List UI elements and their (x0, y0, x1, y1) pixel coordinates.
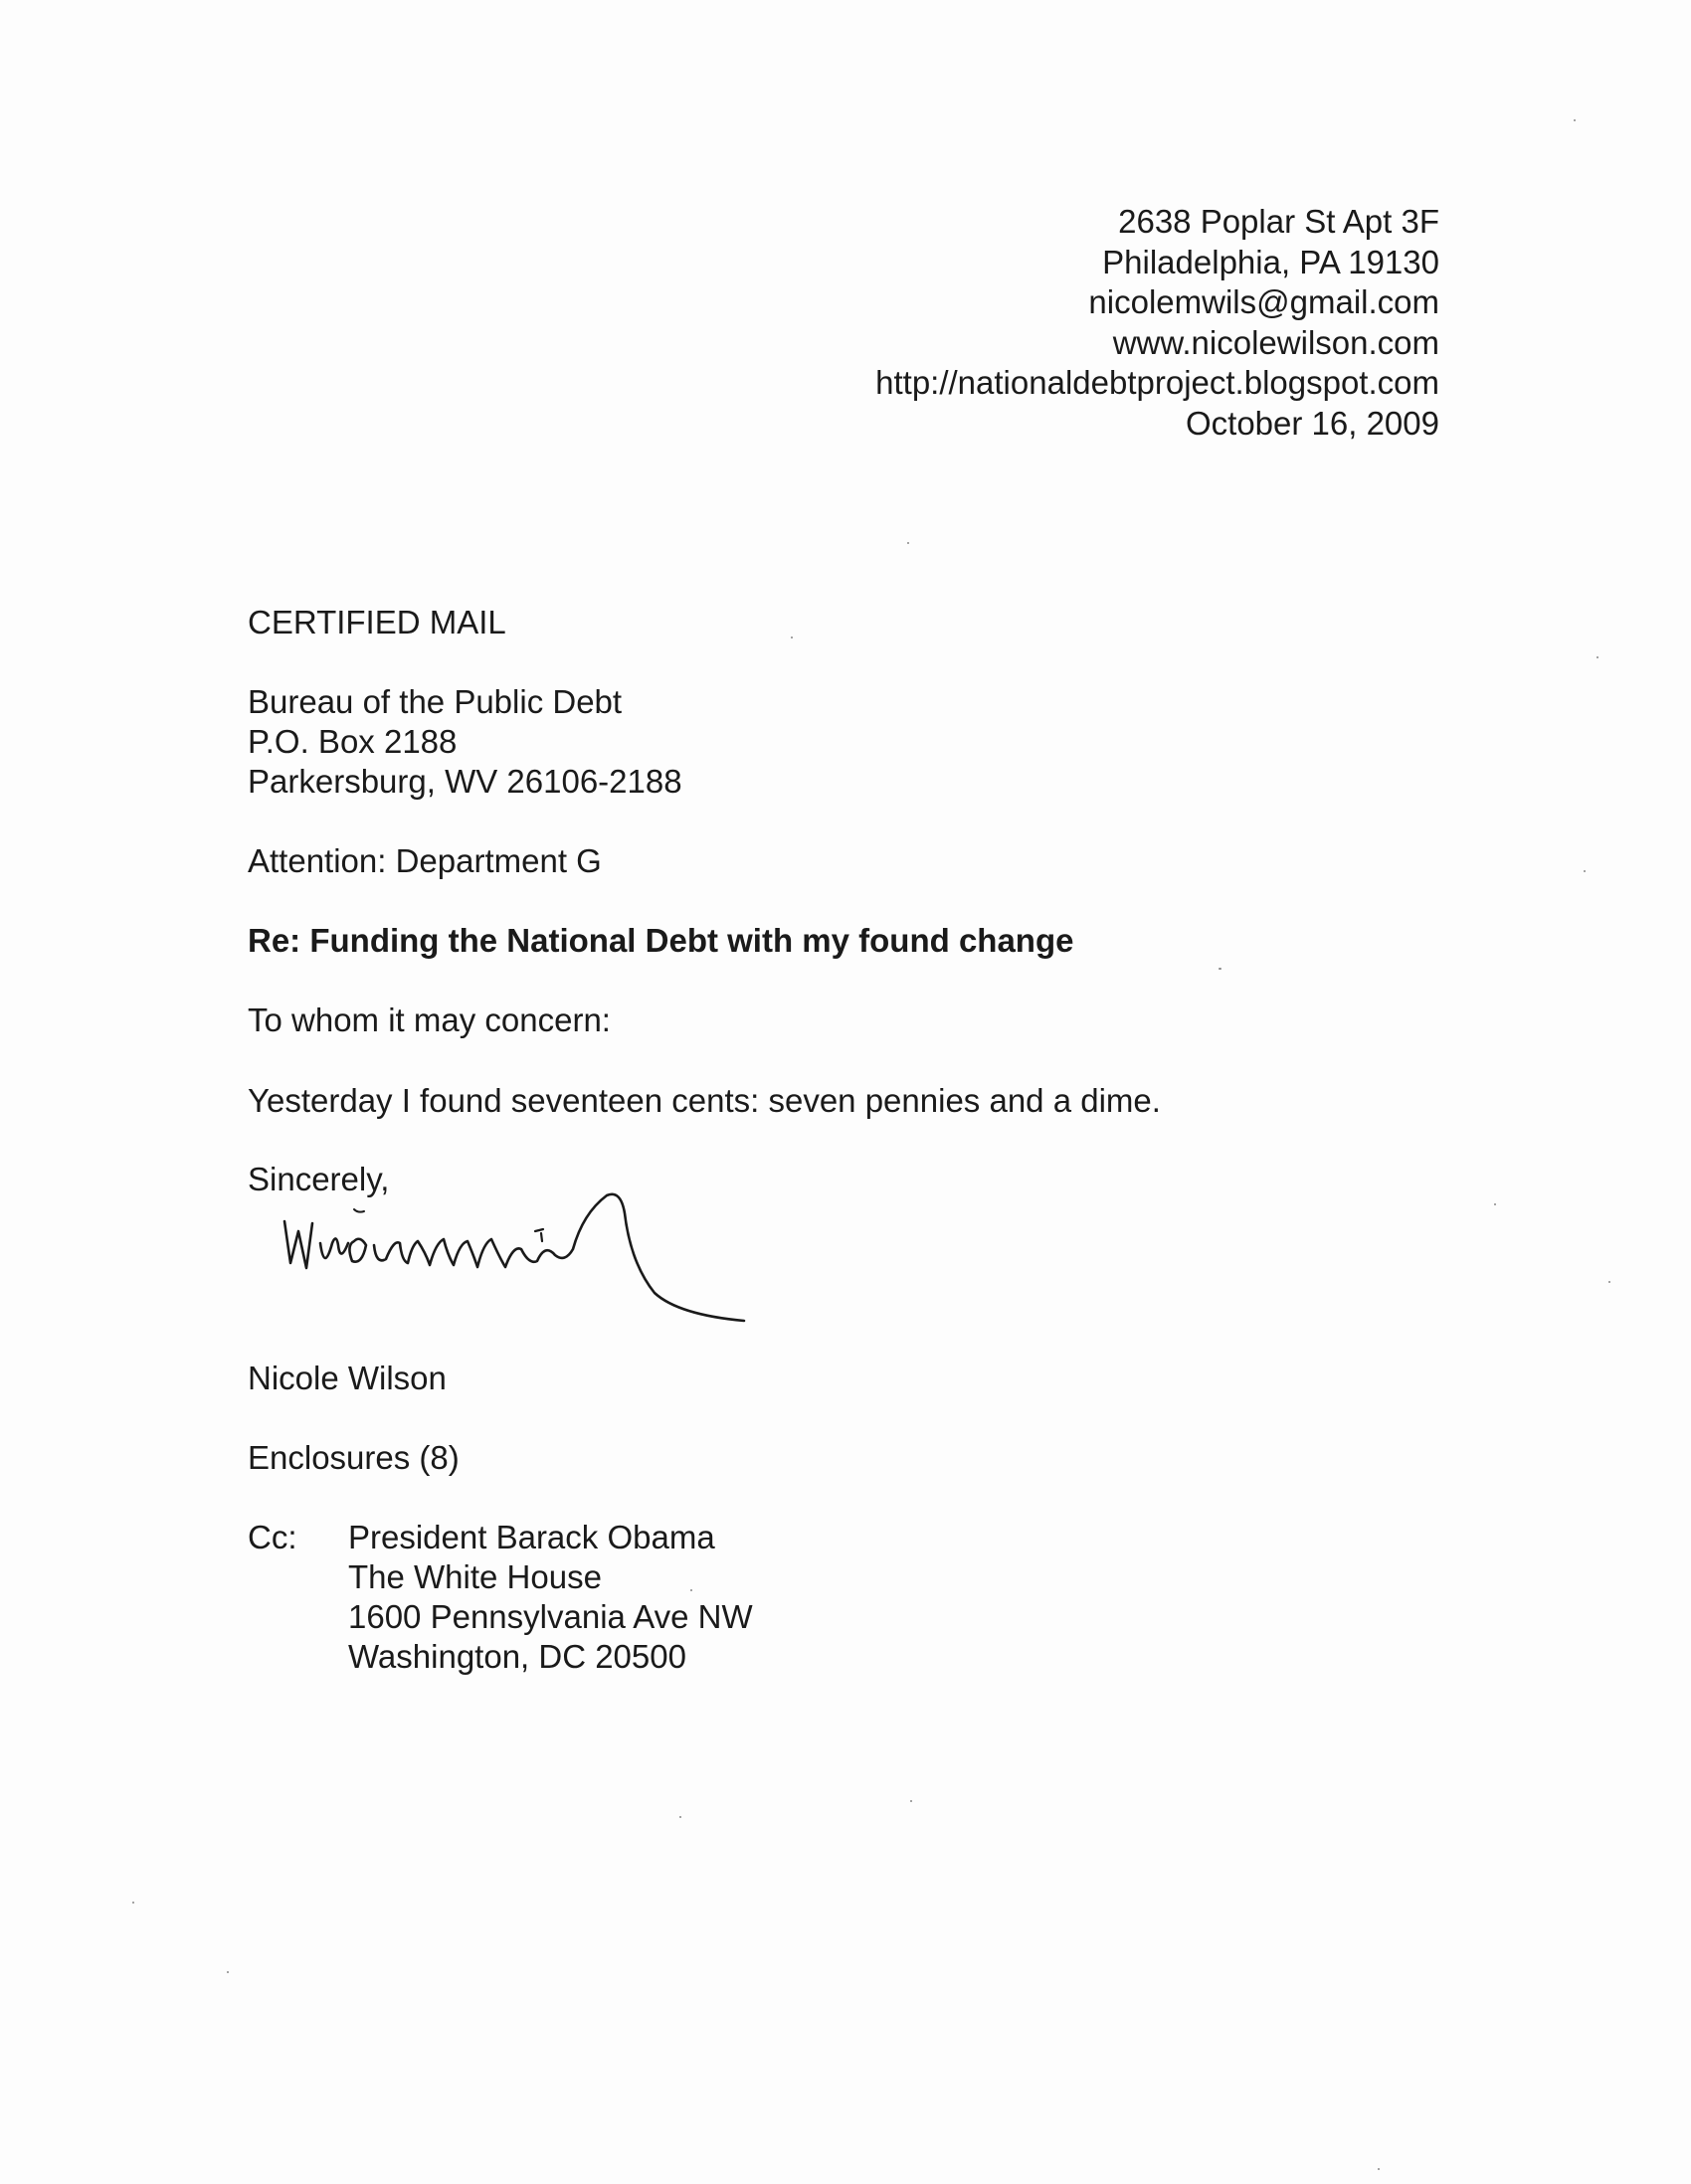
sender-city: Philadelphia, PA 19130 (1102, 243, 1439, 280)
scan-speck (1574, 119, 1576, 121)
subject-line: Re: Funding the National Debt with my found change (248, 922, 1074, 959)
sender-street: 2638 Poplar St Apt 3F (1118, 203, 1439, 240)
letter-date: October 16, 2009 (1185, 404, 1439, 442)
signer-name: Nicole Wilson (248, 1360, 447, 1396)
sender-website: www.nicolewilson.com (1112, 323, 1439, 361)
sender-address-block (875, 202, 1439, 444)
scan-speck (1219, 968, 1221, 970)
scan-speck (1608, 1281, 1610, 1283)
sender-blog: http://nationaldebtproject.blogspot.com (875, 364, 1439, 401)
mail-type: CERTIFIED MAIL (248, 604, 506, 640)
scan-speck (910, 1800, 912, 1802)
scan-speck (1494, 1203, 1496, 1205)
recipient-name: Bureau of the Public Debt (248, 683, 623, 720)
cc-org: The White House (348, 1558, 602, 1595)
letter-body: Yesterday I found seventeen cents: seven pennies and a dime. (248, 1082, 1161, 1119)
recipient-address-block (248, 682, 682, 802)
cc-city: Washington, DC 20500 (348, 1638, 686, 1675)
cc-street: 1600 Pennsylvania Ave NW (348, 1598, 753, 1635)
scan-speck (1584, 870, 1586, 872)
cc-address-block (348, 1518, 753, 1677)
scan-speck (1597, 656, 1598, 658)
cc-name: President Barack Obama (348, 1519, 715, 1555)
scan-speck (907, 542, 909, 544)
scan-speck (227, 1971, 229, 1973)
scan-speck (132, 1902, 134, 1904)
handwritten-signature (277, 1183, 834, 1333)
scan-speck (1378, 2168, 1380, 2170)
attention-line: Attention: Department G (248, 842, 602, 879)
recipient-po-box: P.O. Box 2188 (248, 723, 458, 760)
salutation: To whom it may concern: (248, 1001, 611, 1038)
cc-label: Cc: (248, 1519, 297, 1555)
closing: Sincerely, (248, 1161, 390, 1197)
scan-speck (791, 637, 793, 638)
sender-email: nicolemwils@gmail.com (1088, 283, 1439, 320)
enclosures-line: Enclosures (8) (248, 1439, 460, 1476)
scan-speck (679, 1816, 681, 1818)
recipient-city: Parkersburg, WV 26106-2188 (248, 763, 682, 800)
scan-speck (690, 1589, 692, 1591)
